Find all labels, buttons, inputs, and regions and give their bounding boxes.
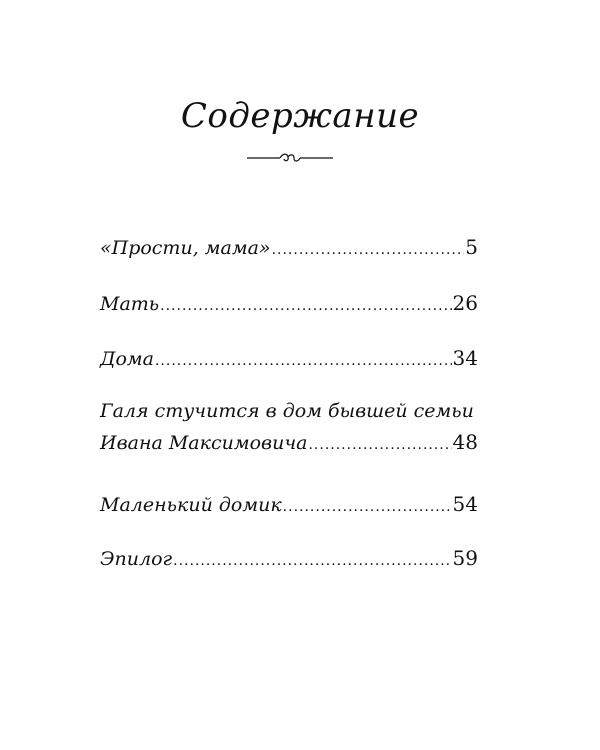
toc-page-number: 5 — [465, 235, 478, 259]
toc-entry-title-line1: Галя стучится в дом бывшей семьи — [100, 400, 474, 422]
toc-entry-title: Мать — [100, 293, 160, 315]
dot-leader — [308, 437, 451, 453]
toc-page-number: 26 — [452, 291, 478, 315]
toc-entry-title: Эпилог — [100, 548, 173, 570]
dot-leader — [272, 242, 465, 258]
toc-page-number: 59 — [452, 546, 478, 570]
toc-page-number: 48 — [452, 430, 478, 454]
toc-entry-title: Дома — [100, 348, 154, 370]
toc-entry-title: Маленький домик — [100, 494, 282, 516]
dot-leader — [283, 499, 452, 515]
toc-entry[interactable] — [100, 346, 478, 374]
toc-entry-title: Ивана Максимовича — [100, 432, 308, 454]
dot-leader — [160, 298, 451, 314]
toc-page-number: 34 — [452, 346, 478, 370]
toc-entry[interactable] — [100, 291, 478, 319]
dot-leader — [155, 353, 452, 369]
dot-leader — [173, 553, 451, 569]
toc-entry-title: «Прости, мама» — [100, 237, 271, 259]
toc-entry[interactable] — [100, 546, 478, 574]
toc-page-number: 54 — [452, 492, 478, 516]
toc-entry[interactable] — [100, 235, 478, 263]
toc-entry[interactable] — [100, 400, 478, 458]
toc-entry[interactable] — [100, 492, 478, 520]
flourish-divider-icon — [247, 150, 333, 166]
page-title: Содержание — [180, 96, 420, 136]
